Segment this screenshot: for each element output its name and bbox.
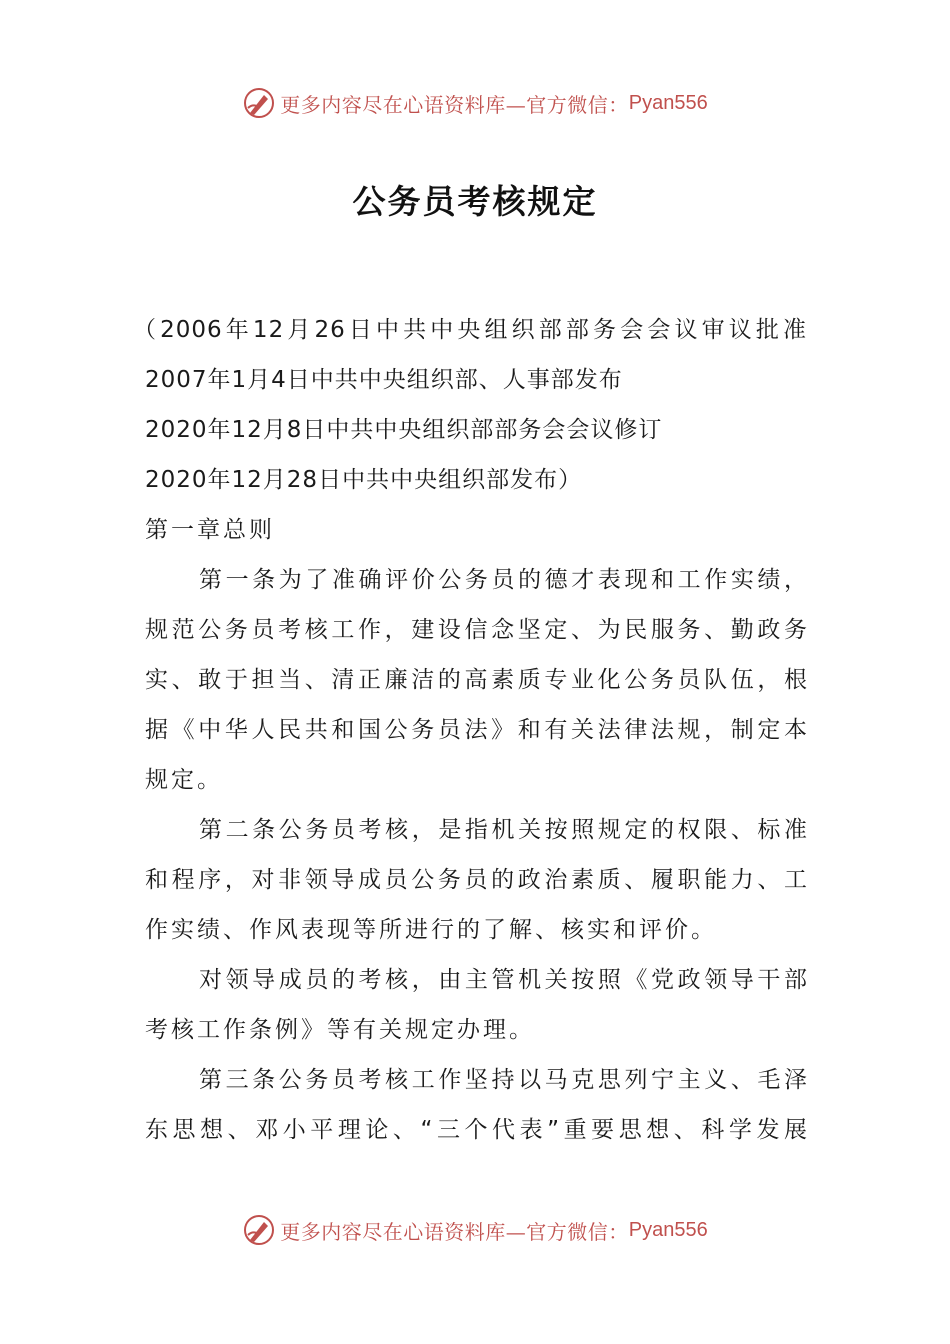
meta-line-revised-2020: 2020年12月8日中共中央组织部部务会会议修订 bbox=[145, 417, 663, 443]
watermark-id: Pyan556 bbox=[628, 1218, 708, 1241]
watermark-text: 更多内容尽在心语资料库—官方微信： bbox=[280, 1219, 629, 1244]
watermark-text: 更多内容尽在心语资料库—官方微信： bbox=[280, 92, 629, 117]
paragraph-line: 东思想、邓小平理论、“三个代表”重要思想、科学发展 bbox=[145, 1117, 807, 1143]
paragraph-line: 规范公务员考核工作，建设信念坚定、为民服务、勤政务 bbox=[145, 617, 807, 643]
document-title: 公务员考核规定 bbox=[352, 182, 598, 221]
paragraph-line: 第一条为了准确评价公务员的德才表现和工作实绩， bbox=[199, 567, 807, 593]
paragraph-line: 第二条公务员考核，是指机关按照规定的权限、标准 bbox=[199, 817, 807, 843]
meta-line-issued-2007: 2007年1月4日中共中央组织部、人事部发布 bbox=[145, 367, 623, 393]
paragraph-line: 考核工作条例》等有关规定办理。 bbox=[145, 1017, 535, 1043]
paragraph-line: 作实绩、作风表现等所进行的了解、核实和评价。 bbox=[145, 917, 717, 943]
meta-line-issued-2020: 2020年12月28日中共中央组织部发布） bbox=[145, 467, 583, 493]
meta-line-approval: （2006年12月26日中共中央组织部部务会会议审议批准 bbox=[133, 317, 807, 343]
paragraph-line: 和程序，对非领导成员公务员的政治素质、履职能力、工 bbox=[145, 867, 807, 893]
paragraph-line: 规定。 bbox=[145, 767, 223, 793]
header-watermark bbox=[0, 83, 950, 123]
footer-watermark bbox=[0, 1210, 950, 1250]
pen-nib-logo-icon bbox=[242, 86, 276, 120]
watermark-id: Pyan556 bbox=[628, 91, 708, 114]
pen-nib-logo-icon bbox=[242, 1213, 276, 1247]
chapter-heading: 第一章总则 bbox=[145, 517, 275, 543]
document-body bbox=[133, 305, 807, 1155]
paragraph-line: 第三条公务员考核工作坚持以马克思列宁主义、毛泽 bbox=[199, 1067, 807, 1093]
paragraph-line: 据《中华人民共和国公务员法》和有关法律法规，制定本 bbox=[145, 717, 807, 743]
paragraph-line: 实、敢于担当、清正廉洁的高素质专业化公务员队伍，根 bbox=[145, 667, 807, 693]
paragraph-line: 对领导成员的考核，由主管机关按照《党政领导干部 bbox=[199, 967, 807, 993]
